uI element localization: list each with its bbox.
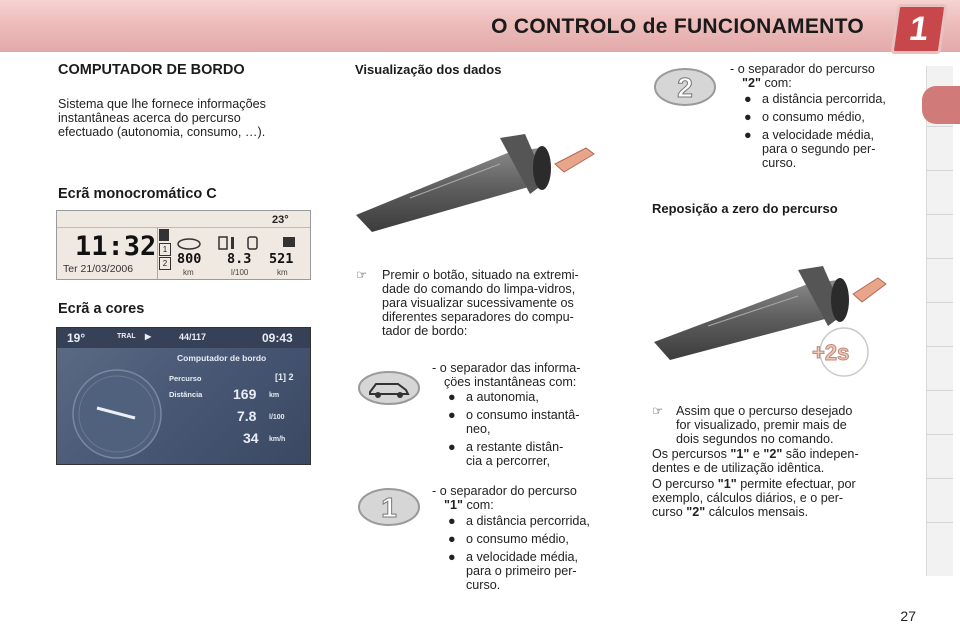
instant-info-bullets: ● a autonomia, ● o consumo instantâ- neo, ● a restante distân- cia a percorrer,: [448, 390, 580, 468]
color-trip-indicator: [1] 2: [275, 372, 294, 382]
mono-value-autonomy: 800: [177, 251, 202, 267]
mono-display-title: Ecrã monocromático C: [58, 186, 217, 202]
mono-clock: 11:32: [75, 231, 157, 262]
hand-pointer-icon: [555, 148, 594, 172]
wiper-stalk-reset-image: [648, 262, 898, 382]
trip-1-indicator: 1: [159, 243, 171, 256]
paragraph-usage: O percurso "1" permite efectuar, por exemplo, cálculos diários, e o per- curso "2" cálculos mensais.: [652, 477, 856, 519]
paragraph-independent: Os percursos "1" e "2" são indepen- dentes e de utilização idêntica.: [652, 447, 859, 475]
mono-temperature: 23°: [272, 214, 289, 226]
hand-pointer-icon: [853, 278, 886, 302]
mono-unit-1: km: [183, 268, 194, 277]
mono-status-icons: [175, 235, 305, 251]
mono-unit-2: l/100: [231, 268, 249, 277]
color-display: [56, 327, 311, 465]
instant-info-car-icon: [356, 368, 422, 408]
color-unit-2: l/100: [269, 414, 285, 421]
color-value-speed: 34: [243, 430, 259, 446]
mono-value-consumption: 8.3: [227, 251, 252, 267]
reset-title: Reposição a zero do percurso: [652, 201, 838, 216]
reset-instruction: Assim que o percurso desejado for visualizado, premir mais de dois segundos no comando.: [676, 404, 853, 446]
color-unit-1: km: [269, 392, 280, 399]
intro-text: Sistema que lhe fornece informações instantâneas acerca do percurso efectuado (autonomia, consumo, …).: [58, 97, 266, 139]
fuel-pump-icon: [159, 229, 169, 241]
monochrome-display: [56, 210, 311, 280]
color-value-consumption: 7.8: [237, 408, 257, 424]
data-view-title: Visualização dos dados: [355, 62, 502, 77]
compass-rose-icon: [67, 364, 167, 464]
hand-pointer-icon: ☞: [356, 268, 368, 282]
color-unit-3: km/h: [269, 436, 286, 443]
color-row-distancia: Distância: [169, 390, 203, 399]
svg-text:2: 2: [677, 72, 693, 103]
color-row-percurso: Percurso: [169, 374, 202, 383]
chapter-tabs: [926, 66, 953, 576]
mono-unit-3: km: [277, 268, 288, 277]
svg-text:1: 1: [381, 492, 397, 523]
color-trip-counter: 44/117: [179, 332, 207, 342]
trip-2-indicator: 2: [159, 257, 171, 270]
color-total: TRAL: [117, 333, 136, 340]
page-title: O CONTROLO de FUNCIONAMENTO: [491, 15, 864, 38]
trip-1-bullets: ● a distância percorrida, ● o consumo médio, ● a velocidade média, para o primeiro per- curso.: [448, 514, 590, 592]
color-menu-title: Computador de bordo: [177, 353, 267, 363]
trip-2-tab: - o separador do percurso "2" com:: [730, 62, 875, 90]
color-temperature: 19°: [67, 331, 86, 345]
hold-duration-label: +2s: [812, 340, 850, 365]
color-display-title: Ecrã a cores: [58, 301, 145, 317]
mono-date: Ter 21/03/2006: [63, 263, 134, 275]
play-icon: ▶: [145, 332, 152, 341]
trip-2-icon: [652, 64, 718, 110]
section-title: COMPUTADOR DE BORDO: [58, 62, 245, 78]
tab-chapter-1[interactable]: [922, 86, 960, 124]
mono-value-distance: 521: [269, 251, 294, 267]
color-value-distance: 169: [233, 386, 257, 402]
instant-info-tab: - o separador das informa- çöes instantâneas com:: [432, 361, 581, 389]
hand-pointer-icon: ☞: [652, 404, 664, 418]
page-number: 27: [900, 608, 916, 624]
instruction-text: Premir o botão, situado na extremi- dade do comando do limpa-vidros, para visualizar sucessivamente os diferentes separadores do compu- tador de bordo:: [382, 268, 579, 338]
trip-2-bullets: ● a distância percorrida, ● o consumo médio, ● a velocidade média, para o segundo per- curso.: [744, 92, 886, 170]
chapter-badge: 1: [890, 4, 947, 54]
trip-1-icon: [356, 484, 422, 530]
color-clock: 09:43: [262, 331, 293, 345]
trip-1-tab: - o separador do percurso "1" com:: [432, 484, 577, 512]
wiper-stalk-image: [350, 120, 600, 240]
